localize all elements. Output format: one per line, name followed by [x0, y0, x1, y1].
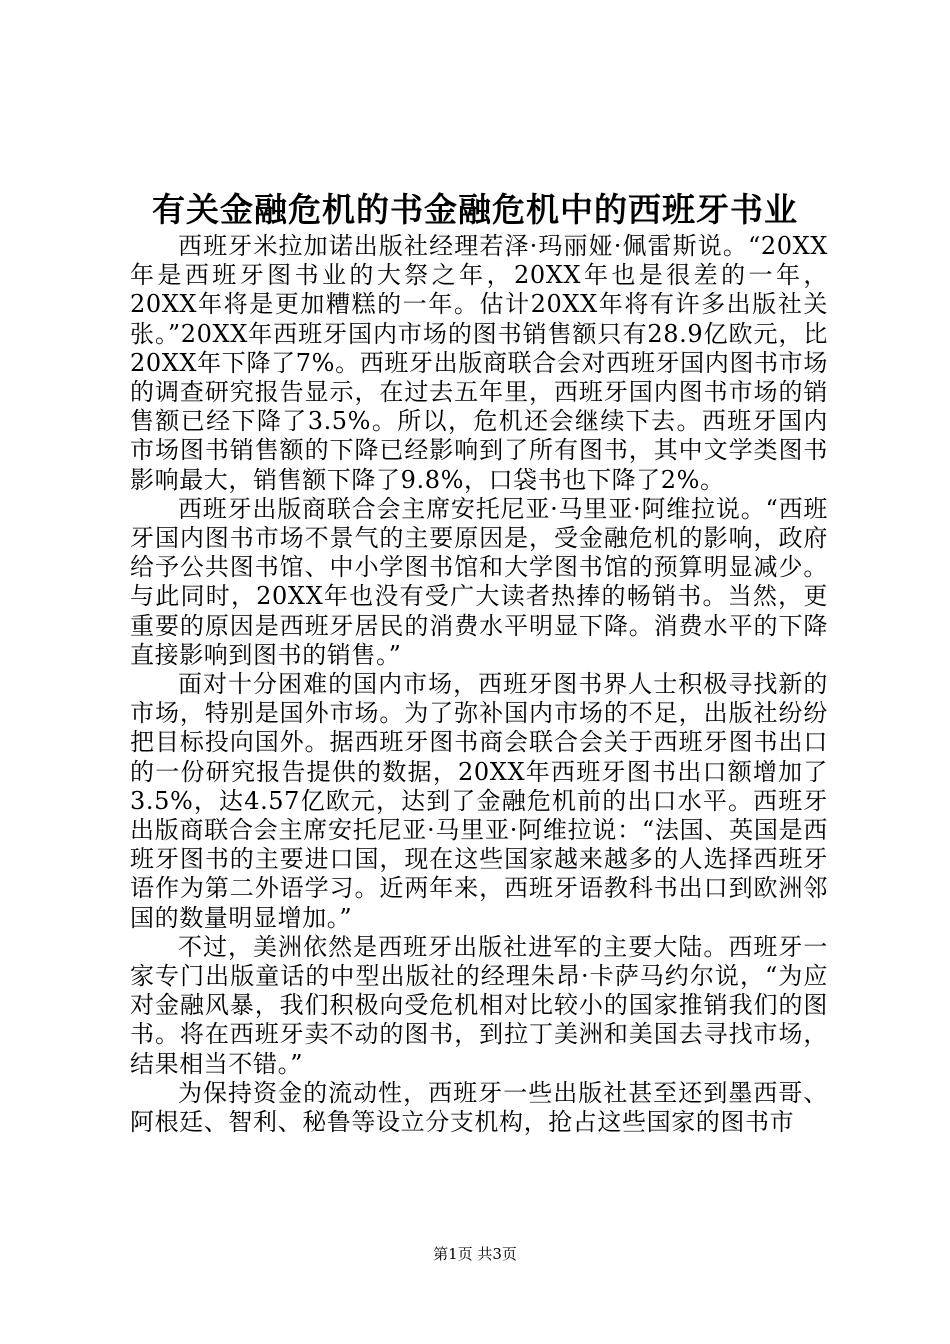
paragraph-2: 西班牙出版商联合会主席安托尼亚·马里亚·阿维拉说。“西班牙国内图书市场不景气的主要原因是，受金融危机的影响，政府给予公共图书馆、中小学图书馆和大学图书馆的预算明显减少。与此同时，20XX年也没有受广大读者热捧的畅销书。当然，更重要的原因是西班牙居民的消费水平明显下降。消费水平的下降直接影响到图书的销售。” [130, 494, 828, 669]
document-title: 有关金融危机的书金融危机中的西班牙书业 [152, 190, 798, 229]
document-body [130, 232, 828, 1137]
page-number-footer: 第1页 共3页 [433, 1245, 517, 1263]
paragraph-4: 不过，美洲依然是西班牙出版社进军的主要大陆。西班牙一家专门出版童话的中型出版社的经理朱昂·卡萨马约尔说，“为应对金融风暴，我们积极向受危机相对比较小的国家推销我们的图书。将在西班牙卖不动的图书，到拉丁美洲和美国去寻找市场，结果相当不错。” [130, 932, 828, 1078]
paragraph-5: 为保持资金的流动性，西班牙一些出版社甚至还到墨西哥、阿根廷、智利、秘鲁等设立分支机构，抢占这些国家的图书市 [130, 1078, 828, 1137]
paragraph-1: 西班牙米拉加诺出版社经理若泽·玛丽娅·佩雷斯说。“20XX年是西班牙图书业的大祭之年，20XX年也是很差的一年，20XX年将是更加糟糕的一年。估计20XX年将有许多出版社关张。”20XX年西班牙国内市场的图书销售额只有28.9亿欧元，比20XX年下降了7%。西班牙出版商联合会对西班牙国内图书市场的调查研究报告显示，在过去五年里，西班牙国内图书市场的销售额已经下降了3.5%。所以，危机还会继续下去。西班牙国内市场图书销售额的下降已经影响到了所有图书，其中文学类图书影响最大，销售额下降了9.8%，口袋书也下降了2%。 [130, 232, 828, 494]
paragraph-3: 面对十分困难的国内市场，西班牙图书界人士积极寻找新的市场，特别是国外市场。为了弥补国内市场的不足，出版社纷纷把目标投向国外。据西班牙图书商会联合会关于西班牙图书出口的一份研究报告提供的数据，20XX年西班牙图书出口额增加了3.5%，达4.57亿欧元，达到了金融危机前的出口水平。西班牙出版商联合会主席安托尼亚·马里亚·阿维拉说：“法国、英国是西班牙图书的主要进口国，现在这些国家越来越多的人选择西班牙语作为第二外语学习。近两年来，西班牙语教科书出口到欧洲邻国的数量明显增加。” [130, 670, 828, 932]
